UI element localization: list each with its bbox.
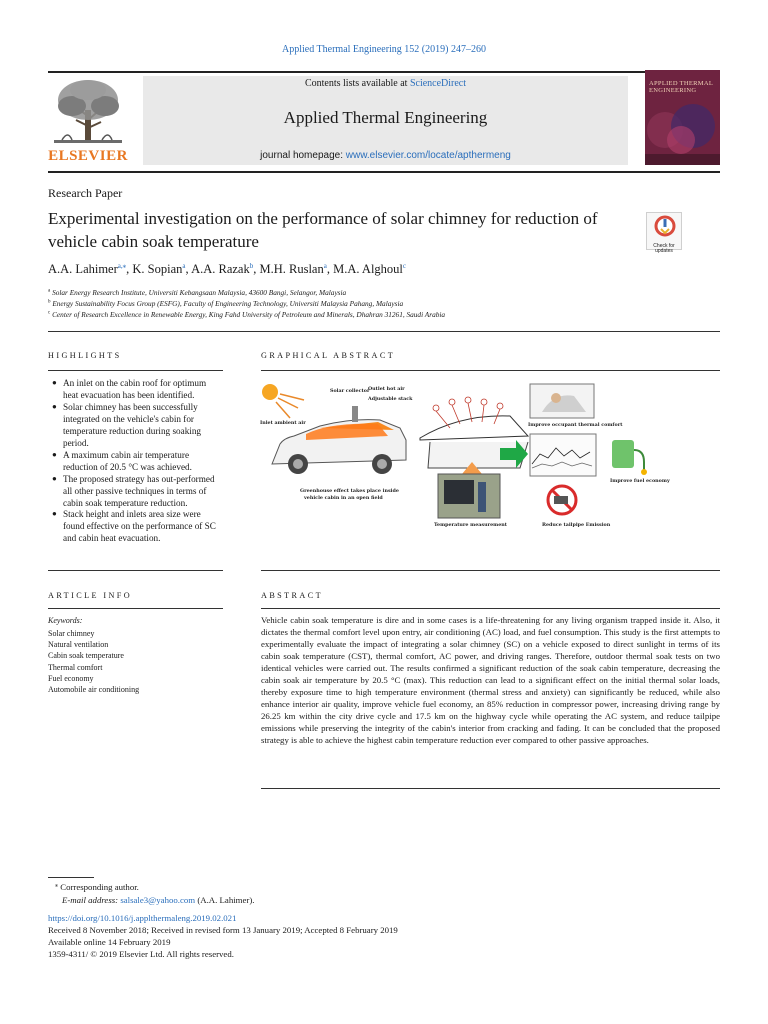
highlight-item: ● Stack height and inlets area size were found effective on the performance of SC and cabin heat evacuation. xyxy=(52,509,222,545)
label-solar-collector: Solar collector xyxy=(330,388,370,394)
author-3[interactable]: A.A. Razak$^b$ xyxy=(191,262,254,277)
abstract-heading: ABSTRACT xyxy=(261,591,323,600)
graphical-abstract-bottom-rule xyxy=(261,570,720,571)
author-5[interactable]: M.A. Alghoul$^c$ xyxy=(333,262,407,277)
header-rule-top xyxy=(48,71,720,73)
check-updates-icon xyxy=(647,213,683,239)
section-divider xyxy=(48,331,720,332)
homepage-prefix: journal homepage: xyxy=(260,150,346,161)
publication-footer xyxy=(48,913,398,961)
email-note xyxy=(62,895,254,905)
highlight-item: ● A maximum cabin air temperature reduction of 20.5 °C was achieved. xyxy=(52,450,222,474)
article-info-rule xyxy=(48,608,223,609)
cover-title: APPLIED THERMAL ENGINEERING xyxy=(649,80,713,95)
email-link[interactable]: salsale3@yahoo.com xyxy=(120,895,196,905)
journal-title: Applied Thermal Engineering xyxy=(283,108,488,127)
label-greenhouse-2: vehicle cabin in an open field xyxy=(304,495,383,501)
highlights-rule xyxy=(48,370,223,371)
copyright: 1359-4311/ © 2019 Elsevier Ltd. All rights reserved. xyxy=(48,948,234,959)
abstract-text: Vehicle cabin soak temperature is dire and in some cases is a life-threatening for any living organism trapped inside it. Also, it dictates the thermal comfort level upon entry, air conditioning (AC) load, and fuel consumption. This study is the first attempts to experimentally evaluate the impact of integrating a solar chimney (SC) on a vehicle exposed to direct sunlight in terms of its cabin soak temperature (CST), thermal comfort, AC power, and driving ranges. Therefore, outdoor thermal soak tests on two identical vehicles were carried out. The results confirmed a significant reduction of the soak cabin temperature, decreasing the cabin soak air temperature by 20.5 °C (max). This reduction can lead to a significant effect on the initial thermal solar loads, thereby exposure time to high temperature environment (thermal stress and anxiety) can significantly be reduced, while also enhance interior air quality, improve vehicle fuel economy, an 85% reduction in compressor power, increasing driving range by 26.25 km within the city drive cycle and 17.5 km on the highway cycle while operating the AC system, and reduce tailpipe emissions while preserving the integrity of the cabin's interior from cracking and fading. It can be concluded that the proposed strategy is able to achieve the highest cabin temperature reduction ever compared to other passive approaches. xyxy=(261,615,720,745)
keyword-item: Thermal comfort xyxy=(48,662,103,672)
highlight-item: ● An inlet on the cabin roof for optimum heat evacuation has been identified. xyxy=(52,378,222,402)
highlight-item: ● The proposed strategy has out-performed all other passive techniques in terms of cabin soak temperature reduction. xyxy=(52,474,222,510)
label-greenhouse: Greenhouse effect takes place inside xyxy=(300,488,399,494)
contents-prefix: Contents lists available at xyxy=(304,78,410,89)
author-2[interactable]: K. Sopian$^a$ xyxy=(132,262,186,277)
affiliation-a: $^a$ Solar Energy Research Institute, Universiti Kebangsaan Malaysia, 43600 Bangi, Selangor, Malaysia xyxy=(48,288,347,297)
elsevier-wordmark: ELSEVIER xyxy=(48,148,128,164)
paper-title: Experimental investigation on the performance of solar chimney for reduction of vehicle cabin soak temperature xyxy=(48,209,598,251)
header-rule-bottom xyxy=(48,171,720,173)
graphical-abstract-heading: GRAPHICAL ABSTRACT xyxy=(261,351,396,360)
received-dates: Received 8 November 2018; Received in revised form 13 January 2019; Accepted 8 February 2019 xyxy=(48,924,398,935)
footnote-rule xyxy=(48,877,94,878)
author-4[interactable]: M.H. Ruslan$^a$ xyxy=(259,262,327,277)
journal-cover-image xyxy=(645,70,720,165)
keyword-item: Fuel economy xyxy=(48,673,94,683)
article-info-heading: ARTICLE INFO xyxy=(48,591,133,600)
email-owner: (A.A. Lahimer). xyxy=(195,895,255,905)
label-adjustable-stack: Adjustable stack xyxy=(368,396,413,402)
journal-citation[interactable]: Applied Thermal Engineering 152 (2019) 247–260 xyxy=(282,44,486,55)
graphical-abstract-figure xyxy=(260,378,670,533)
graphical-abstract-rule xyxy=(261,370,720,371)
keywords-title: Keywords: xyxy=(48,616,83,625)
keywords-list xyxy=(48,628,139,695)
homepage-link[interactable]: www.elsevier.com/locate/apthermeng xyxy=(345,150,511,161)
available-online: Available online 14 February 2019 xyxy=(48,936,171,947)
check-updates-label: Check for updates xyxy=(653,243,675,254)
abstract-bottom-rule xyxy=(261,788,720,789)
author-list: A.A. Lahimer$^{a,⁎}$, K. Sopian$^a$, A.A. Razak$^b$, M.H. Ruslan$^a$, M.A. Alghoul$^c$ xyxy=(48,262,407,277)
highlights-list xyxy=(52,378,222,545)
label-outlet: Outlet hot air xyxy=(368,386,405,392)
homepage-line xyxy=(143,150,628,161)
label-fuel-economy: Improve fuel economy xyxy=(610,478,670,484)
highlight-item: ● Solar chimney has been successfully integrated on the vehicle's cabin for temperature reduction during soaking period. xyxy=(52,402,222,450)
keyword-item: Solar chimney xyxy=(48,629,95,638)
label-tailpipe-emission: Reduce tailpipe Emission xyxy=(542,522,611,528)
doi-link[interactable]: https://doi.org/10.1016/j.applthermaleng.2019.02.021 xyxy=(48,913,237,923)
keyword-item: Automobile air conditioning xyxy=(48,684,140,694)
sciencedirect-link[interactable]: ScienceDirect xyxy=(409,78,467,89)
highlights-heading: HIGHLIGHTS xyxy=(48,351,122,360)
corresponding-text: Corresponding author. xyxy=(60,882,139,892)
label-inlet: Inlet ambient air xyxy=(260,420,306,426)
corresponding-mark: ⁎ xyxy=(55,883,58,889)
highlights-bottom-rule xyxy=(48,570,223,571)
author-1[interactable]: A.A. Lahimer$^{a,⁎}$ xyxy=(48,262,127,277)
label-temperature-measurement: Temperature measurement xyxy=(434,522,507,528)
affiliation-c: $^c$ Center of Research Excellence in Renewable Energy, King Fahd University of Petroleum and Minerals, Dhahran 31261, Saudi Arabia xyxy=(48,310,446,319)
email-label: E-mail address: xyxy=(62,895,121,905)
contents-line xyxy=(143,78,628,89)
label-occupant-comfort: Improve occupant thermal comfort xyxy=(528,422,623,428)
check-for-updates-button[interactable] xyxy=(646,212,682,254)
keyword-item: Cabin soak temperature xyxy=(48,651,124,661)
corresponding-author-note xyxy=(55,882,139,892)
article-type: Research Paper xyxy=(48,186,123,200)
affiliation-b: $^b$ Energy Sustainability Focus Group (ESFG), Faculty of Engineering Technology, Universiti Malaysia Pahang, Malaysia xyxy=(48,299,404,308)
keyword-item: Natural ventilation xyxy=(48,640,109,650)
abstract-rule xyxy=(261,608,720,609)
